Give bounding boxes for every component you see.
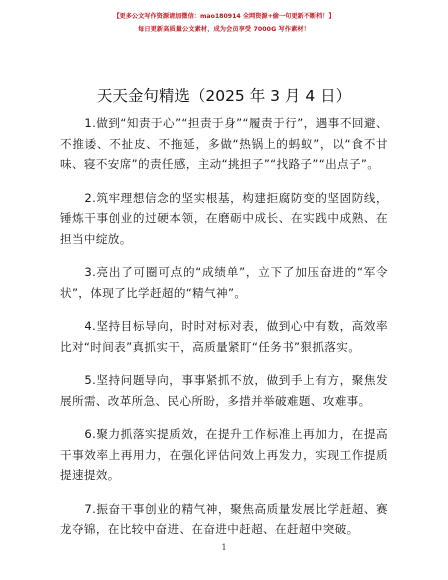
- document-body: [60, 113, 388, 553]
- paragraph-4: 4.坚持目标导向，时时对标对表，做到心中有数，高效率比对“时间表”真抓实干，高质量紧盯“任务书”狠抓落实。: [60, 319, 388, 354]
- promo-banner-line-1: 【更多公文写作资源请加微信：mao180914 全网资源+偷一句更新不断档！】: [113, 13, 335, 20]
- paragraph-5: 5.坚持问题导向，事事紧抓不放，做到手上有方，聚焦发展所需、改革所急、民心所盼，多措并举破难题、攻难事。: [60, 373, 388, 408]
- promo-banner: [0, 10, 448, 36]
- paragraph-6: 6.聚力抓落实提质效，在提升工作标准上再加力，在提高干事效率上再用力，在强化评估问效上再发力，实现工作提质提速提效。: [60, 427, 388, 482]
- paragraph-1: 1.做到“知责于心”“担责于身”“履责于行”，遇事不回避、不推诿、不扯皮、不拖延，多做“热锅上的蚂蚁”，以“食不甘味、寝不安席”的责任感，主动“挑担子”“找路子”“出点子”。: [60, 116, 388, 171]
- paragraph-2: 2.筑牢理想信念的坚实根基，构建拒腐防变的坚固防线，锤炼干事创业的过硬本领，在磨砺中成长、在实践中成熟、在担当中绽放。: [60, 190, 388, 246]
- paragraph-7: 7.振奋干事创业的精气神，聚焦高质量发展比学赶超、赛龙夺锦，在比较中奋进、在奋进中赶超、在赶超中突破。: [60, 501, 388, 536]
- document-title: 天天金句精选（2025 年 3 月 4 日）: [96, 87, 352, 105]
- promo-banner-line-2: 每日更新高质量公文素材，成为会员享受 7000G 写作素材！: [138, 26, 310, 33]
- page-number: 1: [221, 543, 227, 552]
- paragraph-3: 3.亮出了可圈可点的“成绩单”，立下了加压奋进的“军令状”，体现了比学赶超的“精气神”。: [60, 265, 388, 300]
